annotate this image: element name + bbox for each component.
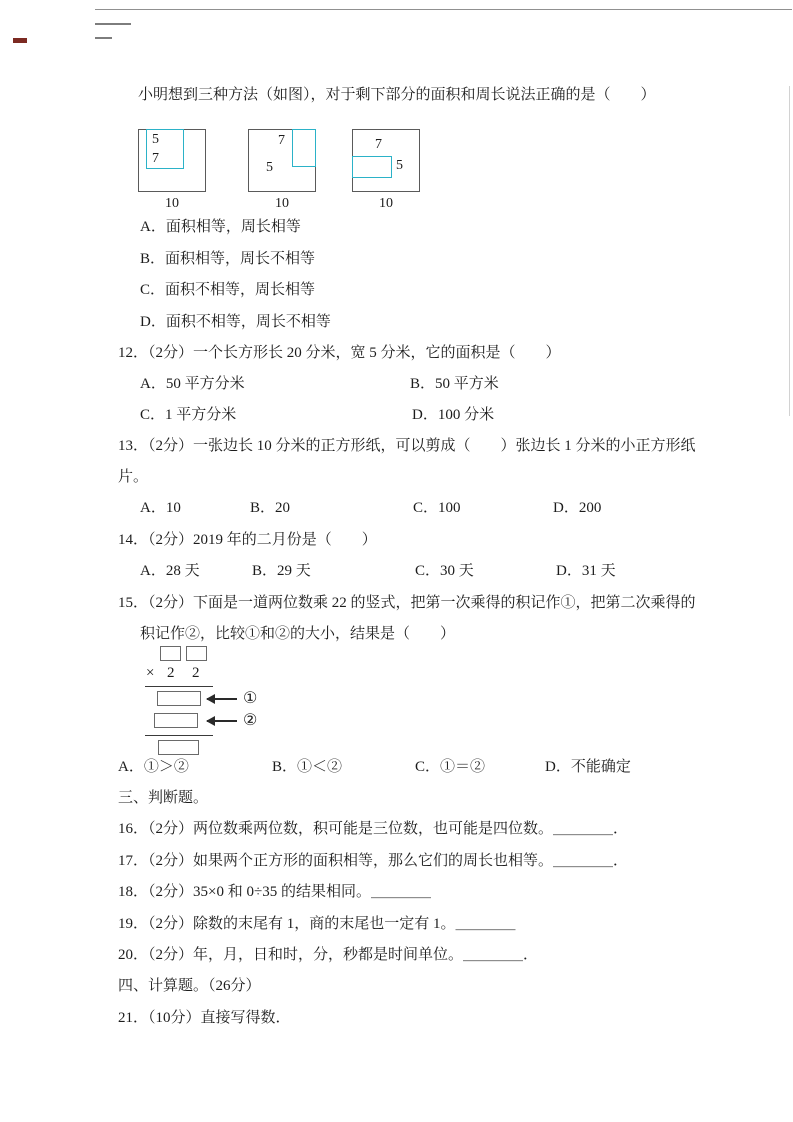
q15-option-b: B．①＜② [272,759,343,775]
scan-artifact-line [95,37,112,39]
scan-artifact-mark [13,38,27,43]
circled-2-label: ② [243,712,258,729]
q11-intro: 小明想到三种方法（如图），对于剩下部分的面积和周长说法正确的是（ ） [138,87,656,103]
section-3-heading: 三、判断题。 [118,790,209,806]
figure-dim-label: 5 [266,160,273,175]
q16-stem: 16．（2分）两位数乘两位数，积可能是三位数，也可能是四位数。＿＿＿＿． [118,821,629,837]
q14-option-a: A．28 天 [140,563,200,579]
q15-option-d: D．不能确定 [545,759,631,775]
q19-stem: 19．（2分）除数的末尾有 1，商的末尾也一定有 1。＿＿＿＿ [118,916,516,932]
multiplier-digit: 2 [167,665,175,681]
q15-stem-line1: 15．（2分）下面是一道两位数乘 22 的竖式，把第一次乘得的积记作①，把第二次乘得的 [118,595,696,611]
q15-option-a: A．①＞② [118,759,189,775]
multiplier-digit: 2 [192,665,200,681]
figure-dim-label: 5 [152,132,159,147]
q15-multiplication-diagram [145,643,275,763]
q17-stem: 17．（2分）如果两个正方形的面积相等，那么它们的周长也相等。＿＿＿＿． [118,853,629,869]
q18-stem: 18．（2分）35×0 和 0÷35 的结果相同。＿＿＿＿ [118,884,431,900]
q11-figure-method-1 [138,129,206,213]
times-sign: × [146,665,155,681]
q15-option-c: C．①＝② [415,759,486,775]
digit-box [160,646,181,661]
scan-artifact-line [95,9,792,10]
cut-rectangle [352,156,392,178]
figure-base-label: 10 [379,196,393,211]
partial-product-box-1 [157,691,201,706]
scan-artifact-line [789,86,790,416]
circled-1-label: ① [243,690,258,707]
q11-option-b: B．面积相等，周长不相等 [140,251,316,267]
rule-line [145,686,213,687]
q12-option-b: B．50 平方米 [410,376,499,392]
q14-option-b: B．29 天 [252,563,311,579]
rule-line [145,735,213,736]
q13-option-d: D．200 [553,500,602,516]
partial-product-box-2 [154,713,198,728]
q12-option-a: A．50 平方分米 [140,376,245,392]
figure-base-label: 10 [275,196,289,211]
q21-stem: 21．（10分）直接写得数． [118,1010,291,1026]
q11-figure-method-3 [352,129,420,213]
q13-stem-line1: 13．（2分）一张边长 10 分米的正方形纸，可以剪成（ ）张边长 1 分米的小正方形纸 [118,438,696,454]
arrow-to-partial-1 [207,698,237,700]
q13-option-c: C．100 [413,500,461,516]
q14-stem: 14．（2分）2019 年的二月份是（ ） [118,532,377,548]
q13-stem-line2: 片。 [118,469,149,485]
q11-option-a: A．面积相等，周长相等 [140,219,301,235]
figure-dim-label: 7 [375,137,382,152]
q12-option-d: D．100 分米 [412,407,495,423]
q12-option-c: C．1 平方分米 [140,407,237,423]
arrow-to-partial-2 [207,720,237,722]
q11-option-c: C．面积不相等，周长相等 [140,282,316,298]
q15-stem-line2: 积记作②，比较①和②的大小，结果是（ ） [140,626,456,642]
figure-dim-label: 5 [396,158,403,173]
q20-stem: 20．（2分）年，月，日和时，分，秒都是时间单位。＿＿＿＿． [118,947,539,963]
q14-option-d: D．31 天 [556,563,616,579]
figure-base-label: 10 [165,196,179,211]
q14-option-c: C．30 天 [415,563,474,579]
q12-stem: 12．（2分）一个长方形长 20 分米，宽 5 分米，它的面积是（ ） [118,345,561,361]
section-4-heading: 四、计算题。（26分） [118,978,261,994]
digit-box [186,646,207,661]
figure-dim-label: 7 [278,133,285,148]
figure-dim-label: 7 [152,151,159,166]
final-product-box [158,740,199,755]
cut-rectangle [292,129,316,167]
q11-figure-method-2 [248,129,316,213]
q11-option-d: D．面积不相等，周长不相等 [140,314,331,330]
q13-option-b: B．20 [250,500,291,516]
q13-option-a: A．10 [140,500,181,516]
scan-artifact-line [95,23,131,25]
